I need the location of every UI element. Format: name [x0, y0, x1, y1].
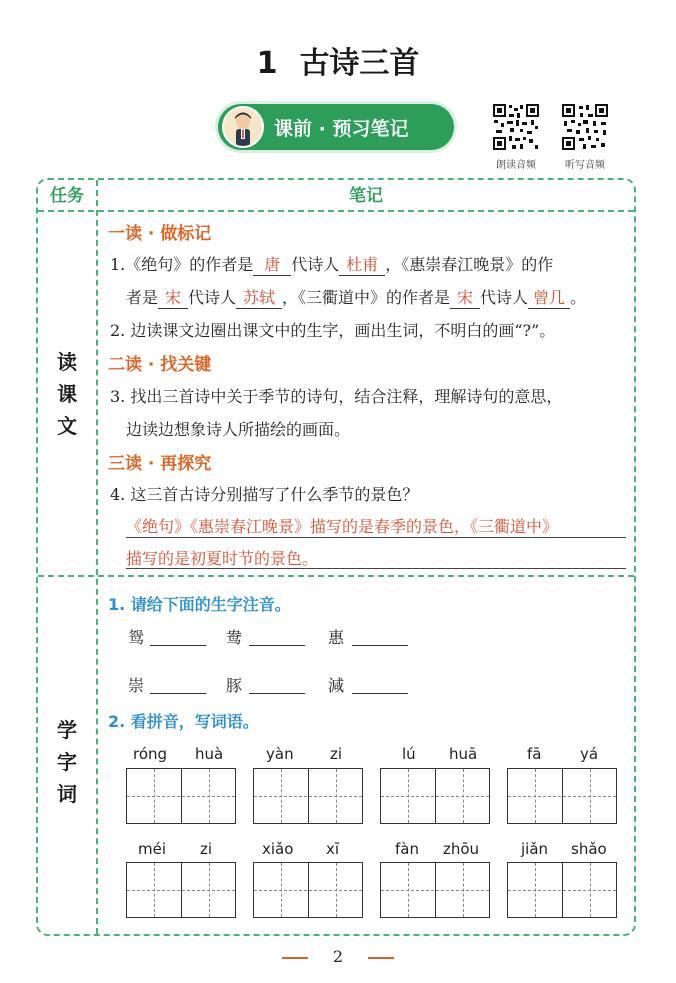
- qr-caption-dictation: 听写音频: [565, 160, 605, 171]
- pinyin: jiǎn: [521, 840, 549, 858]
- answer-dynasty-2[interactable]: 宋: [158, 285, 188, 309]
- writing-grid[interactable]: [380, 768, 490, 824]
- item-1-line-2: 者是 宋 代诗人 苏轼 ，《三衢道中》的作者是 宋 代诗人 曾几 。: [126, 285, 586, 309]
- lesson-title: [0, 38, 676, 82]
- item-1-line-1: 1.《绝句》的作者是 唐 代诗人 杜甫 ，《惠崇春江晚景》的作: [110, 252, 553, 276]
- pinyin-blank-5[interactable]: [249, 693, 305, 694]
- answer-rule-1: [126, 537, 626, 538]
- pinyin: xī: [326, 840, 340, 858]
- item-3-line-1: 3. 找出三首诗中关于季节的诗句，结合注释，理解诗句的意思，: [110, 387, 563, 406]
- third-read-heading: 三读 · 再探究: [108, 454, 212, 474]
- char-yang: 鸯: [226, 628, 243, 647]
- char-yuan: 鸳: [128, 628, 145, 647]
- column-header-task: 任务: [50, 186, 84, 206]
- writing-grid[interactable]: [380, 862, 490, 918]
- writing-grid[interactable]: [253, 862, 363, 918]
- writing-grid[interactable]: [507, 862, 617, 918]
- preview-notes-banner: [218, 104, 454, 150]
- reading-section-label-text: 读课文: [57, 350, 77, 438]
- column-divider: [96, 180, 98, 934]
- pinyin: zi: [330, 745, 343, 763]
- answer-poet-2[interactable]: 苏轼: [236, 285, 282, 309]
- header-divider: [38, 210, 634, 212]
- second-read-heading: 二读 · 找关键: [108, 355, 212, 375]
- writing-grid[interactable]: [126, 862, 236, 918]
- pinyin: fā: [527, 745, 542, 763]
- answer-dynasty-3[interactable]: 宋: [450, 285, 480, 309]
- reading-audio-qr-icon[interactable]: [492, 103, 540, 151]
- char-chong: 崇: [128, 676, 145, 695]
- words-section-label-text: 学字词: [57, 718, 77, 806]
- section-divider: [38, 575, 634, 577]
- reading-section-label: [38, 346, 96, 442]
- pinyin-blank-1[interactable]: [150, 645, 206, 646]
- writing-grid[interactable]: [507, 768, 617, 824]
- banner-label: 课前 · 预习笔记: [274, 118, 409, 140]
- char-tun: 豚: [226, 676, 243, 695]
- teacher-avatar-icon: [222, 106, 264, 148]
- footer-ornament-right: [368, 957, 394, 959]
- words-section-label: [38, 714, 96, 810]
- pinyin-blank-6[interactable]: [352, 693, 408, 694]
- answer-rule-2: [126, 568, 626, 569]
- pinyin: róng: [133, 745, 168, 763]
- char-jian: 減: [328, 676, 345, 695]
- first-read-heading: 一读 · 做标记: [108, 224, 212, 244]
- item-4: 4. 这三首古诗分别描写了什么季节的景色？: [110, 485, 419, 504]
- answer-poet-1[interactable]: 杜甫: [339, 252, 385, 276]
- question-2-heading: 2. 看拼音，写词语。: [108, 712, 259, 731]
- lesson-title-text: 古诗三首: [299, 46, 420, 81]
- pinyin: huà: [195, 745, 224, 763]
- pinyin: lú: [402, 745, 416, 763]
- pinyin: xiǎo: [262, 840, 294, 858]
- item-2: 2. 边读课文边圈出课文中的生字，画出生词，不明白的画“?”。: [110, 321, 556, 340]
- pinyin: yàn: [266, 745, 294, 763]
- page-number: 2: [332, 947, 344, 966]
- pinyin-blank-3[interactable]: [352, 645, 408, 646]
- pinyin: huā: [449, 745, 478, 763]
- writing-grid[interactable]: [126, 768, 236, 824]
- question-1-heading: 1. 请给下面的生字注音。: [108, 595, 291, 614]
- answer-dynasty-1[interactable]: 唐: [253, 252, 291, 276]
- item-3-line-2: 边读边想象诗人所描绘的画面。: [126, 420, 351, 439]
- answer-poet-3[interactable]: 曾几: [528, 285, 570, 309]
- pinyin-blank-4[interactable]: [150, 693, 206, 694]
- pinyin-blank-2[interactable]: [249, 645, 305, 646]
- writing-grid[interactable]: [253, 768, 363, 824]
- pinyin: fàn: [395, 840, 419, 858]
- pinyin: méi: [138, 840, 167, 858]
- dictation-audio-qr-icon[interactable]: [561, 103, 609, 151]
- qr-caption-reading: 朗读音频: [496, 160, 536, 171]
- pinyin: zi: [200, 840, 213, 858]
- char-hui: 惠: [328, 628, 345, 647]
- item-4-answer-line-2[interactable]: 描写的是初夏时节的景色。: [126, 549, 319, 568]
- pinyin: zhōu: [443, 840, 480, 858]
- column-header-notes: 笔记: [349, 186, 383, 206]
- pinyin: shǎo: [571, 840, 607, 858]
- pinyin: yá: [580, 745, 599, 763]
- lesson-number: 1: [256, 46, 278, 81]
- item-4-answer-line-1[interactable]: 《绝句》《惠崇春江晚景》描写的是春季的景色，《三衢道中》: [126, 517, 559, 536]
